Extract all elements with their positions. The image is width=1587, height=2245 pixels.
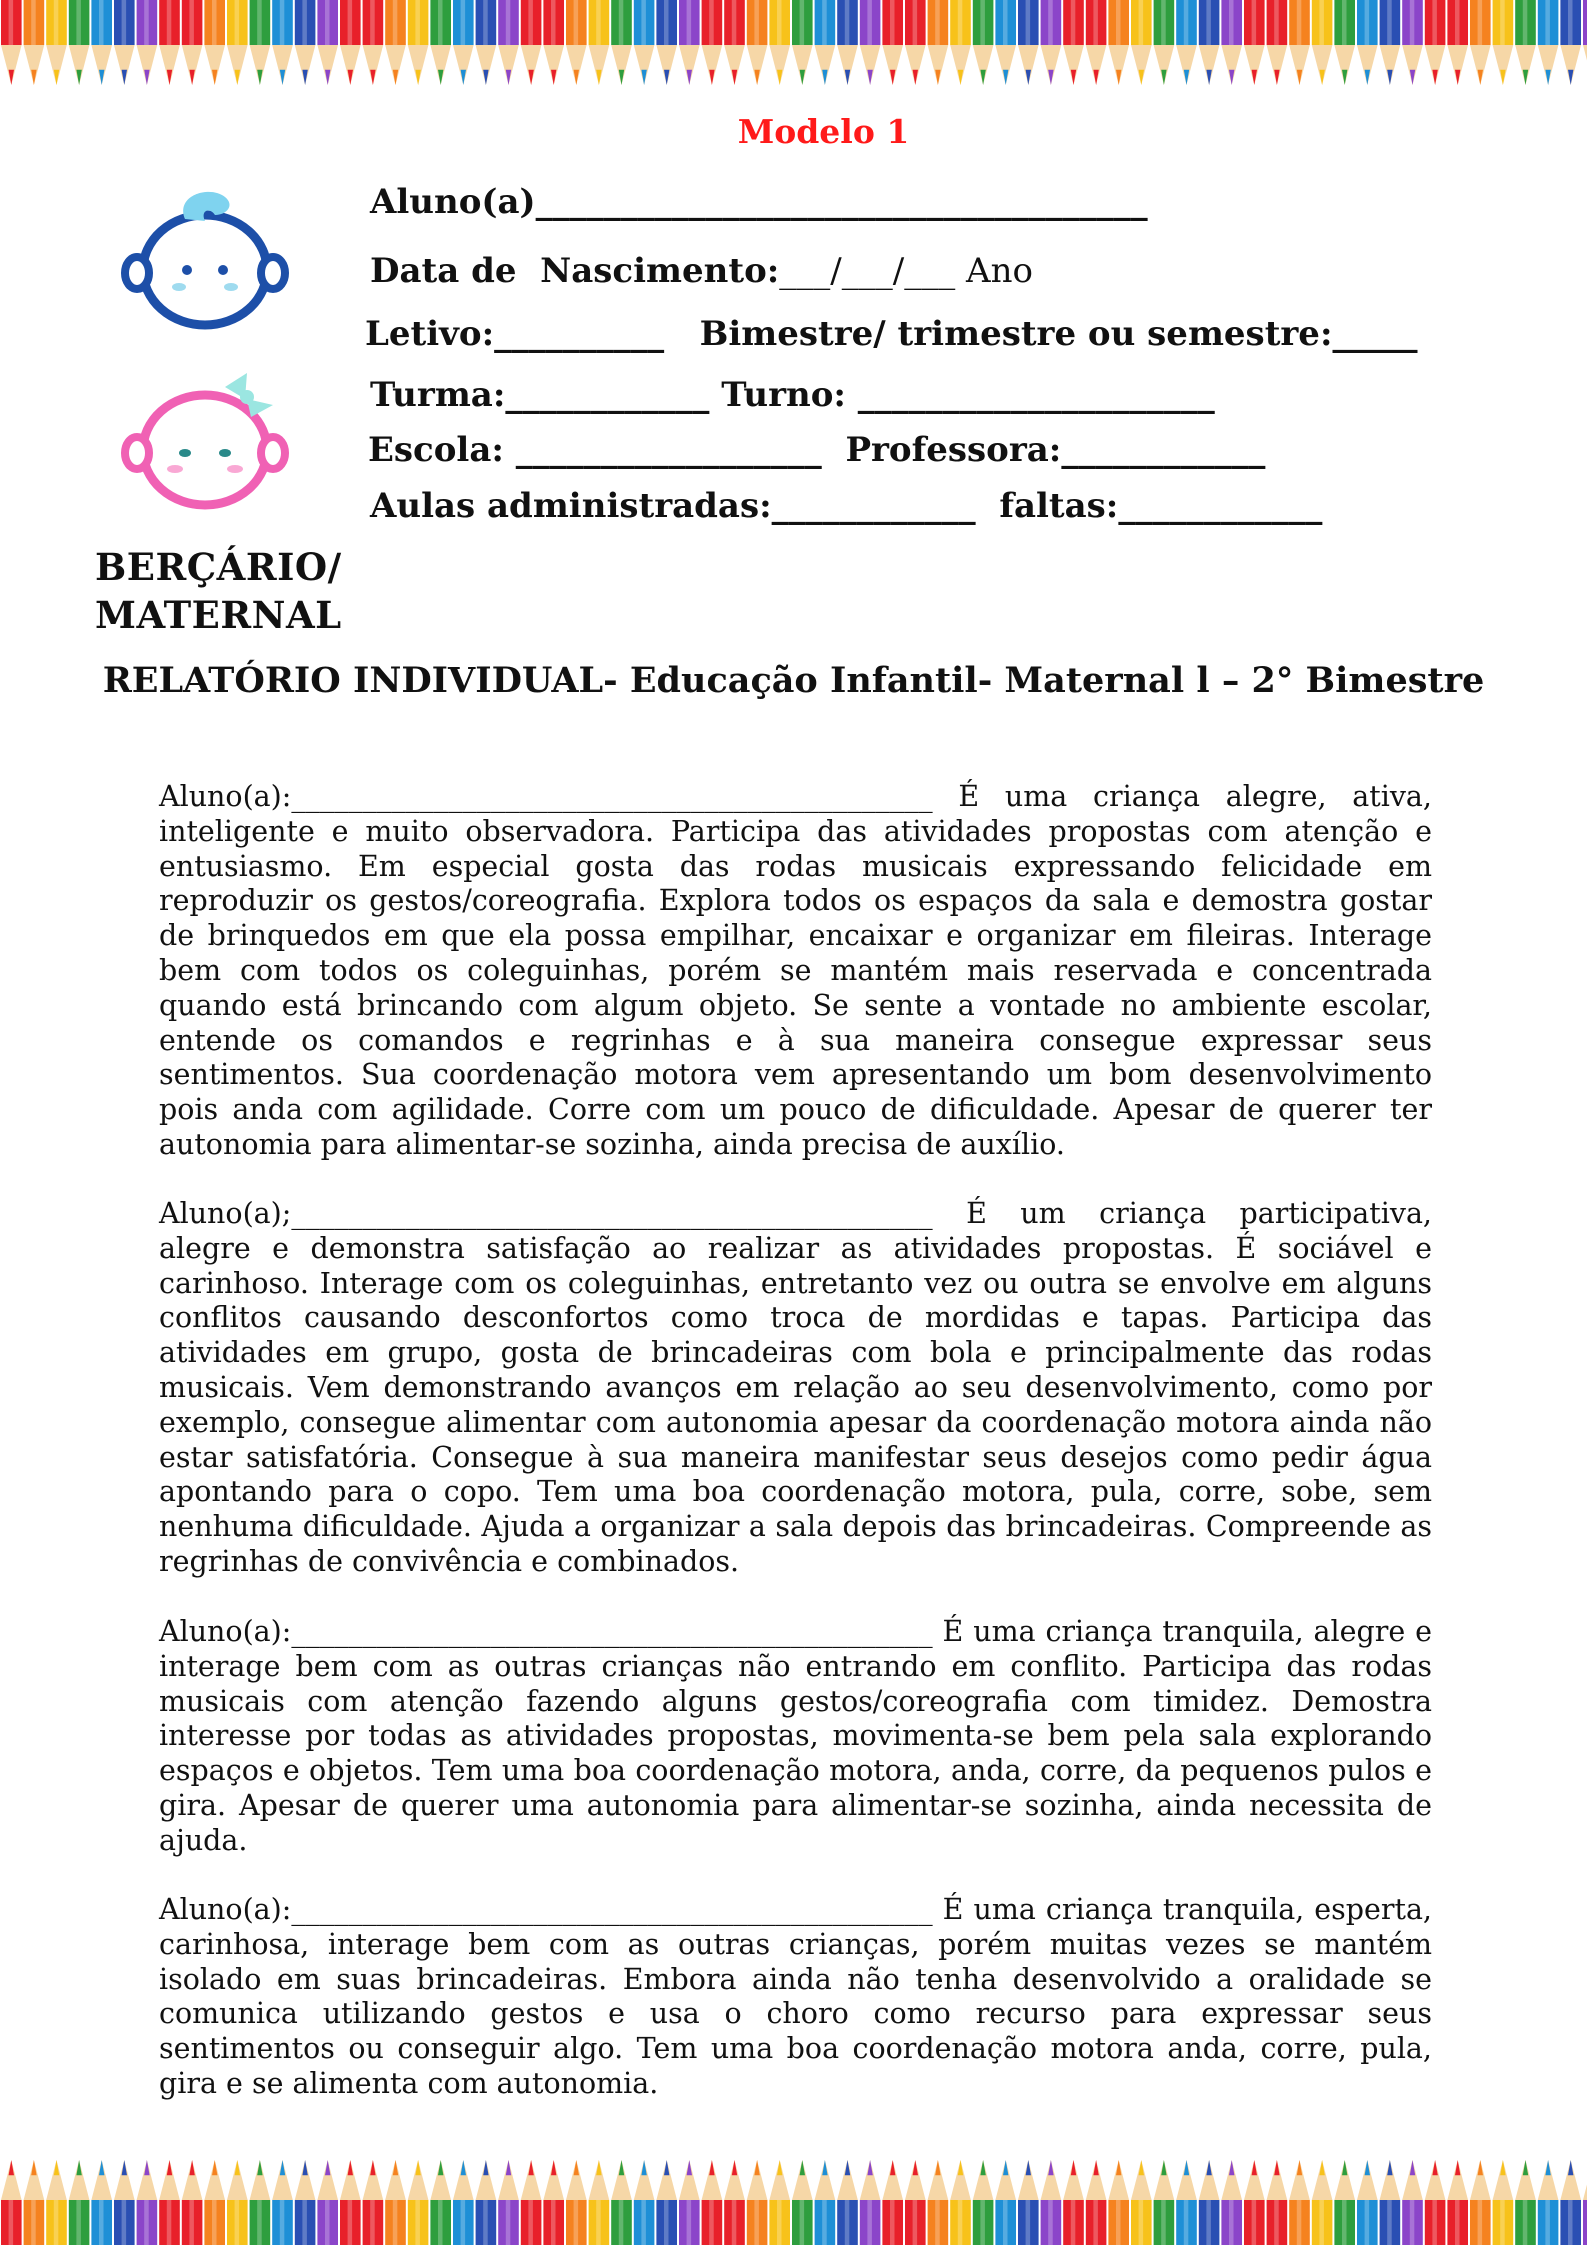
report-paragraph-3: Aluno(a):_____________________________________________ É uma criança tranquila, alegre e interage bem com as outras crianças não entrando em conflito. Participa das rodas musicais com atenção fazendo alguns gestos/coreografia com timidez. Demostra interesse por todas as atividades propostas, movimenta-se bem pela sala explorando espaços e objetos. Tem uma boa coordenação motora, anda, corre, da pequenos pulos e gira. Apesar de querer uma autonomia para alimentar-se sozinha, ainda necessita de ajuda. (159, 1615, 1432, 1857)
report-paragraph-2: Aluno(a);_____________________________________________ É um criança participativa, alegre e demonstra satisfação ao realizar as atividades propostas. É sociável e carinhoso. Interage com os coleguinhas, entretanto vez ou outra se envolve em alguns conflitos causando desconfortos como troca de mordidas e tapas. Participa das atividades em grupo, gosta de brincadeiras com bola e principalmente das rodas musicais. Vem demonstrando avanços em relação ao seu desenvolvimento, como por exemplo, consegue alimentar com autonomia apesar da coordenação motora ainda não estar satisfatória. Consegue à sua maneira manifestar seus desejos como pedir água apontando para o copo. Tem uma boa coordenação motora, pula, corre, sobe, sem nenhuma dificuldade. Ajuda a organizar a sala depois das brincadeiras. Compreende as regrinhas de convivência e combinados. (159, 1197, 1432, 1578)
baby-girl-icon (115, 365, 295, 515)
report-title: RELATÓRIO INDIVIDUAL- Educação Infantil- Maternal l – 2° Bimestre (102, 660, 1485, 701)
pencil-border-top-art (0, 0, 1587, 90)
birth-date-field (370, 251, 1033, 291)
school-teacher-field: Escola: __________________ Professora:____________ (368, 430, 1266, 470)
birth-date-value: ___/___/___ Ano (779, 251, 1033, 291)
school-year-field: Letivo:__________ Bimestre/ trimestre ou semestre:_____ (365, 314, 1418, 354)
baby-boy-icon (115, 185, 295, 335)
student-field: Aluno(a)____________________________________ (370, 182, 1148, 222)
class-level-line2: MATERNAL (95, 593, 342, 637)
classes-absences-field: Aulas administradas:____________ faltas:____________ (370, 486, 1323, 526)
pencil-border-top (0, 0, 1587, 90)
model-title: Modelo 1 (737, 112, 910, 151)
report-paragraph-1: Aluno(a):_____________________________________________ É uma criança alegre, ativa, inteligente e muito observadora. Participa das atividades propostas com atenção e entusiasmo. Em especial gosta das rodas musicais expressando felicidade em reproduzir os gestos/coreografia. Explora todos os espaços da sala e demostra gostar de brinquedos em que ela possa empilhar, encaixar e organizar em fileiras. Interage bem com todos os coleguinhas, porém se mantém mais reservada e concentrada quando está brincando com algum objeto. Se sente a vontade no ambiente escolar, entende os comandos e regrinhas e à sua maneira consegue expressar seus sentimentos. Sua coordenação motora vem apresentando um bom desenvolvimento pois anda com agilidade. Corre com um pouco de dificuldade. Apesar de querer ter autonomia para alimentar-se sozinha, ainda precisa de auxílio. (159, 780, 1432, 1161)
pencil-border-bottom-art (0, 2155, 1587, 2245)
class-level-label (95, 543, 342, 639)
logo-column (95, 185, 342, 639)
class-shift-field: Turma:____________ Turno: _____________________ (370, 375, 1215, 415)
birth-date-label: Data de Nascimento: (370, 251, 780, 291)
class-level-line1: BERÇÁRIO/ (95, 545, 342, 589)
report-paragraph-4: Aluno(a):_____________________________________________ É uma criança tranquila, esperta, carinhosa, interage bem com as outras crianças, porém muitas vezes se mantém isolado em suas brincadeiras. Embora ainda não tenha desenvolvido a oralidade se comunica utilizando gestos e usa o choro como recurso para expressar seus sentimentos ou conseguir algo. Tem uma boa coordenação motora anda, corre, pula, gira e se alimenta com autonomia. (159, 1893, 1432, 2100)
pencil-border-bottom (0, 2155, 1587, 2245)
